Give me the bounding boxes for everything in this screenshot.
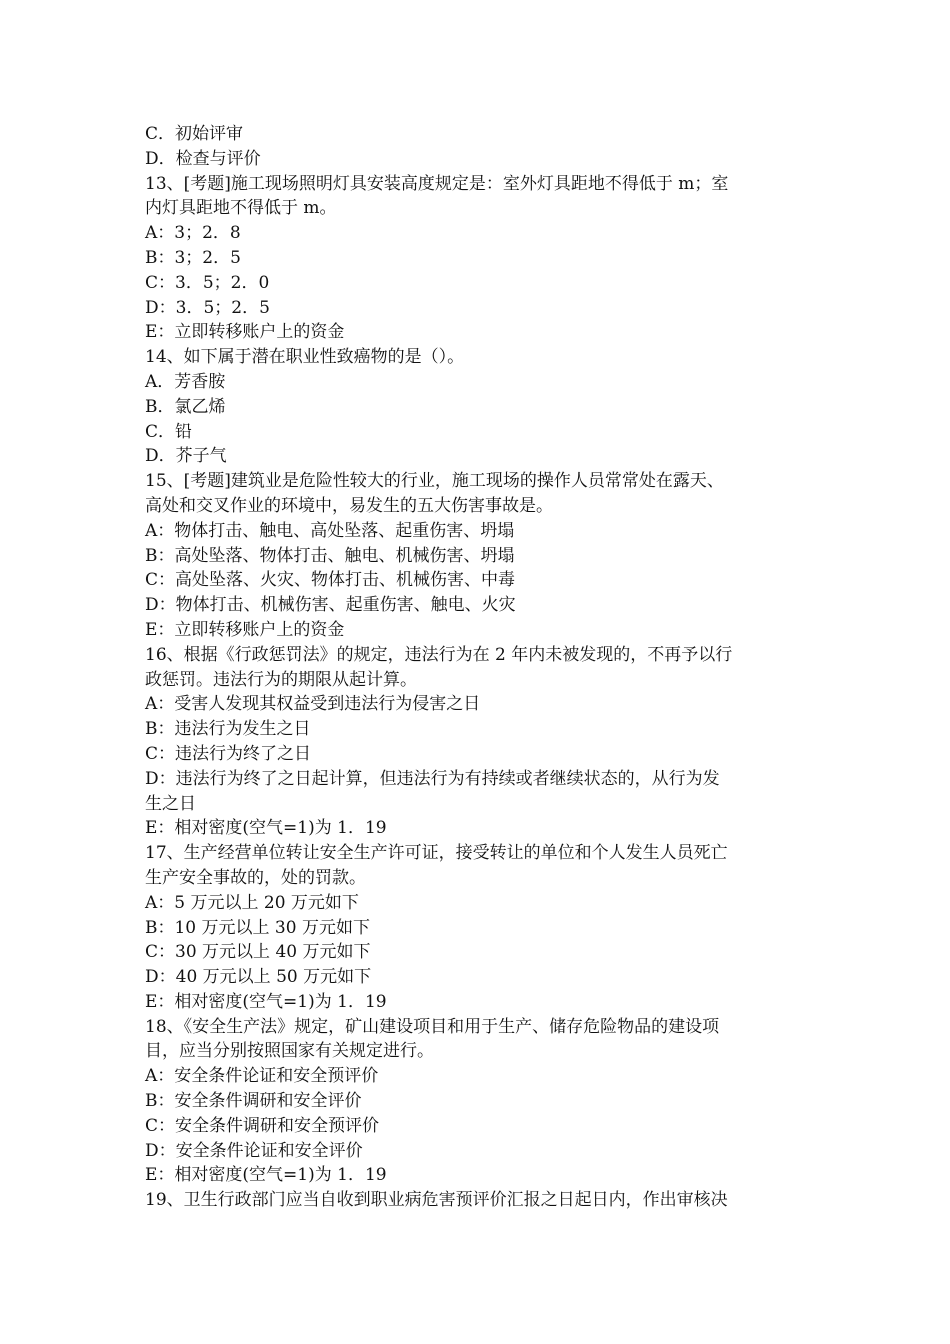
option-line: B：违法行为发生之日 bbox=[145, 719, 311, 740]
option-line: B：3；2．5 bbox=[145, 247, 241, 268]
option-line: B．氯乙烯 bbox=[145, 396, 226, 417]
option-line: D：安全条件论证和安全评价 bbox=[145, 1140, 363, 1161]
question-13-line-2: 内灯具距地不得低于 m。 bbox=[145, 198, 337, 219]
option-line: A：安全条件论证和安全预评价 bbox=[145, 1066, 379, 1087]
question-13-line-1: 13、[考题]施工现场照明灯具安装高度规定是：室外灯具距地不得低于 m；室 bbox=[145, 173, 729, 194]
question-19-line-1: 19、卫生行政部门应当自收到职业病危害预评价汇报之日起日内，作出审核决 bbox=[145, 1190, 728, 1211]
option-line: E：相对密度(空气=1)为 1．19 bbox=[145, 818, 387, 839]
option-line: E：相对密度(空气=1)为 1．19 bbox=[145, 991, 387, 1012]
option-line: A：5 万元以上 20 万元如下 bbox=[145, 892, 359, 913]
question-17-line-2: 生产安全事故的，处的罚款。 bbox=[145, 867, 366, 888]
option-line: C：30 万元以上 40 万元如下 bbox=[145, 942, 371, 963]
text-line: D．检查与评价 bbox=[145, 148, 261, 169]
document-page bbox=[145, 122, 810, 1213]
option-line: E：相对密度(空气=1)为 1．19 bbox=[145, 1165, 387, 1186]
option-line: E：立即转移账户上的资金 bbox=[145, 322, 345, 343]
option-line: C：安全条件调研和安全预评价 bbox=[145, 1115, 380, 1136]
option-line: A．芳香胺 bbox=[145, 371, 226, 392]
question-15-line-2: 高处和交叉作业的环境中，易发生的五大伤害事故是。 bbox=[145, 495, 553, 516]
question-16-line-2: 政惩罚。违法行为的期限从起计算。 bbox=[145, 669, 417, 690]
option-line: A：3；2．8 bbox=[145, 223, 241, 244]
option-line: D：40 万元以上 50 万元如下 bbox=[145, 967, 372, 988]
option-line: B：安全条件调研和安全评价 bbox=[145, 1091, 362, 1112]
option-line: C．铅 bbox=[145, 421, 193, 442]
option-line: D：违法行为终了之日起计算，但违法行为有持续或者继续状态的，从行为发 bbox=[145, 768, 720, 789]
option-line: D：物体打击、机械伤害、起重伤害、触电、火灾 bbox=[145, 595, 516, 616]
question-17-line-1: 17、生产经营单位转让安全生产许可证，接受转让的单位和个人发生人员死亡 bbox=[145, 843, 728, 864]
option-line: E：立即转移账户上的资金 bbox=[145, 619, 345, 640]
question-14-line: 14、如下属于潜在职业性致癌物的是（）。 bbox=[145, 347, 465, 368]
question-15-line-1: 15、[考题]建筑业是危险性较大的行业，施工现场的操作人员常常处在露天、 bbox=[145, 471, 724, 492]
text-line: C．初始评审 bbox=[145, 124, 244, 144]
option-line: C：3．5；2．0 bbox=[145, 272, 270, 293]
option-line: D．芥子气 bbox=[145, 446, 227, 467]
question-18-line-2: 目，应当分别按照国家有关规定进行。 bbox=[145, 1041, 434, 1062]
question-16-line-1: 16、根据《行政惩罚法》的规定，违法行为在 2 年内未被发现的，不再予以行 bbox=[145, 644, 733, 665]
option-line: A：物体打击、触电、高处坠落、起重伤害、坍塌 bbox=[145, 520, 515, 541]
option-line: C：违法行为终了之日 bbox=[145, 743, 312, 764]
option-line: A：受害人发现其权益受到违法行为侵害之日 bbox=[145, 694, 481, 715]
option-line: D：3．5；2．5 bbox=[145, 297, 270, 318]
option-line: C：高处坠落、火灾、物体打击、机械伤害、中毒 bbox=[145, 570, 516, 591]
option-line: 生之日 bbox=[145, 793, 196, 814]
question-18-line-1: 18、《安全生产法》规定，矿山建设项目和用于生产、储存危险物品的建设项 bbox=[145, 1016, 720, 1037]
option-line: B：高处坠落、物体打击、触电、机械伤害、坍塌 bbox=[145, 545, 515, 566]
option-line: B：10 万元以上 30 万元如下 bbox=[145, 917, 370, 938]
